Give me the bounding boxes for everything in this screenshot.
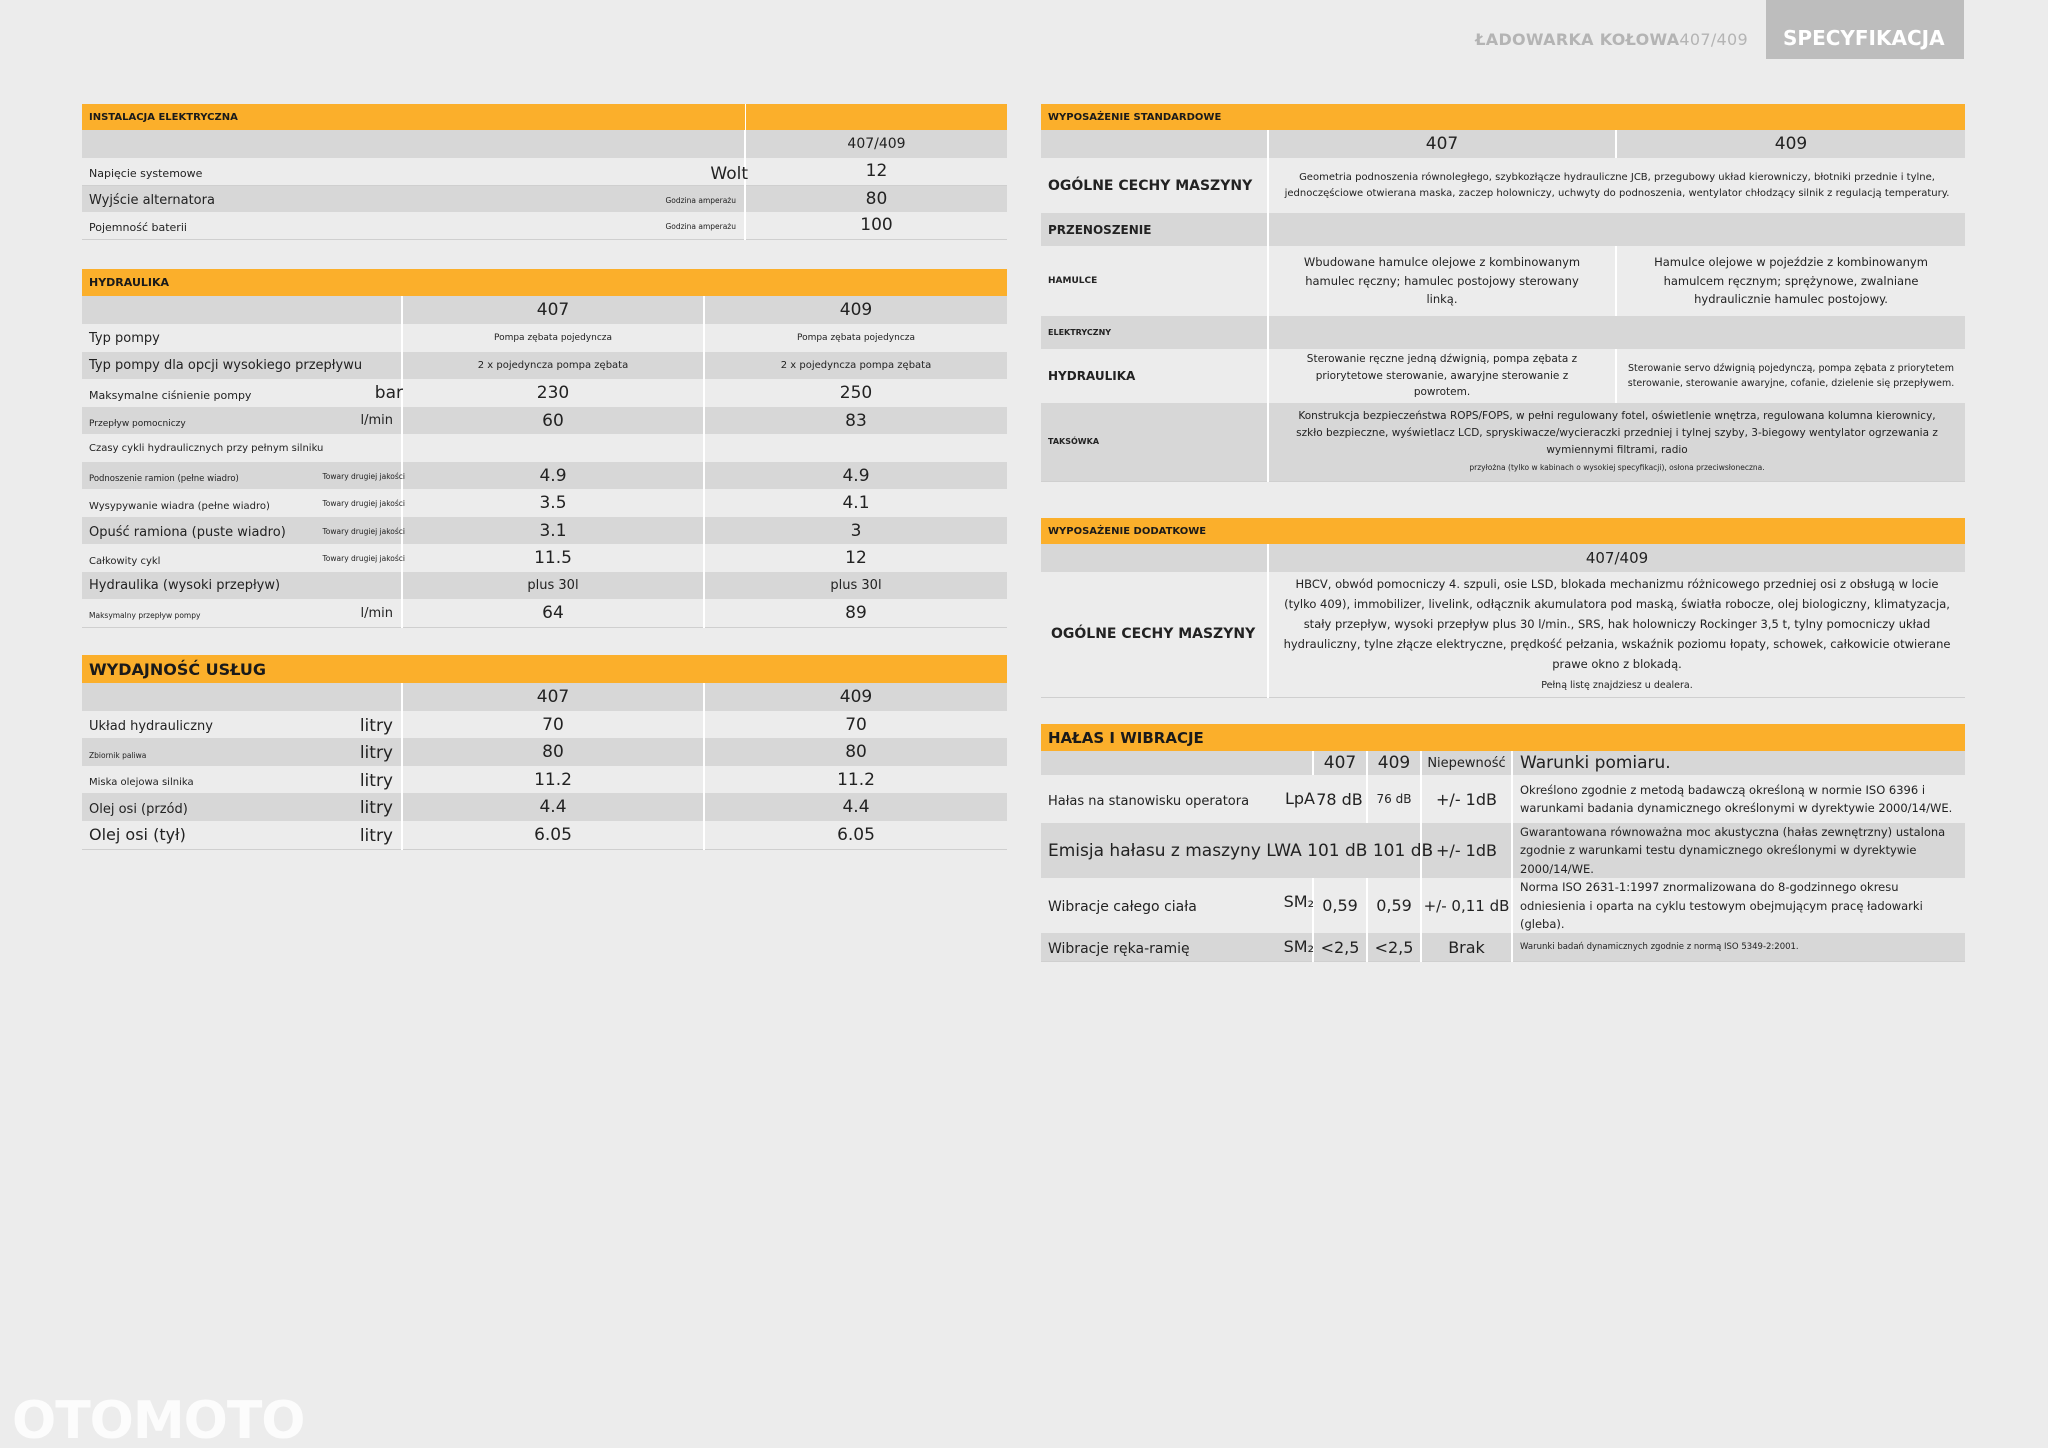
row-value: 12 (745, 158, 1007, 185)
row-value-409: 0,59 (1367, 878, 1421, 933)
table-row (82, 434, 1007, 462)
row-label: Typ pompy dla opcji wysokiego przepływu (82, 352, 402, 379)
col-header-conditions: Warunki pomiaru. (1512, 751, 1965, 775)
row-value-409: 12 (704, 544, 1007, 572)
row-label: HYDRAULIKA (1041, 349, 1268, 403)
table-row (1041, 213, 1965, 246)
row-unit: Towary drugiej jakości (322, 499, 405, 508)
table-row (1041, 349, 1965, 403)
table-row (82, 517, 1007, 544)
row-value-409: 89 (704, 599, 1007, 627)
table-row (1041, 572, 1965, 697)
table-row (82, 462, 1007, 489)
row-value-407: 60 (402, 407, 704, 434)
row-value-409: 101 dB (1372, 840, 1434, 861)
table-row (82, 352, 1007, 379)
row-conditions: Warunki badań dynamicznych zgodnie z normą ISO 5349-2:2001. (1512, 933, 1965, 961)
table-row (82, 185, 1007, 212)
row-value-409: Pompa zębata pojedyncza (704, 324, 1007, 352)
row-label: Hałas na stanowisku operatora (1048, 793, 1250, 809)
row-label: TAKSÓWKA (1041, 403, 1268, 481)
col-header-409: 409 (704, 683, 1007, 711)
row-label: Maksymalny przepływ pompy (89, 611, 201, 621)
row-label: Pojemność baterii (89, 220, 187, 234)
table-row (1041, 775, 1965, 823)
row-value-407: <2,5 (1313, 933, 1367, 961)
row-label: Typ pompy (82, 324, 402, 352)
row-label: OGÓLNE CECHY MASZYNY (1041, 572, 1268, 697)
row-unit: Towary drugiej jakości (322, 472, 405, 481)
row-value-409: 4.9 (704, 462, 1007, 489)
row-value-409: 3 (704, 517, 1007, 544)
row-value: Geometria podnoszenia równoległego, szybkozłącze hydrauliczne JCB, przegubowy układ kierowniczy, błotniki przednie i tylne, jednoczęściowe otwierana maska, zaczep holowniczy, uchwyty do podnoszenia, wentylator chłodzący silnik z regulacją temperatury. (1268, 158, 1965, 213)
row-value-407: 2 x pojedyncza pompa zębata (402, 352, 704, 379)
row-label: Miska olejowa silnika (89, 777, 194, 788)
row-label: Wibracje całego ciała (1048, 899, 1197, 916)
noise-vibration-section (1041, 724, 1965, 962)
col-header-409: 409 (1616, 130, 1965, 158)
row-value-409: 11.2 (704, 766, 1007, 793)
row-value-407: Wbudowane hamulce olejowe z kombinowanym hamulec ręczny; hamulec postojowy sterowany linką. (1268, 246, 1616, 316)
row-unit: litry (359, 826, 393, 846)
table-row (82, 599, 1007, 627)
table-row (82, 793, 1007, 821)
table-row (1041, 158, 1965, 213)
row-value-409: Hamulce olejowe w pojeździe z kombinowanym hamulcem ręcznym; sprężynowe, zwalniane hydraulicznie hamulec postojowy. (1616, 246, 1965, 316)
row-unit: Godzina amperażu (665, 195, 736, 205)
row-value-409: 83 (704, 407, 1007, 434)
row-label: Przepływ pomocniczy (89, 419, 186, 429)
row-value: 100 (745, 212, 1007, 239)
electric-model-header: 407/409 (745, 130, 1007, 158)
table-row (1041, 823, 1965, 878)
row-value-409: 80 (704, 738, 1007, 766)
optional-title: WYPOSAŻENIE DODATKOWE (1041, 518, 1965, 544)
table-row (82, 407, 1007, 434)
row-value-409: 76 dB (1367, 775, 1421, 823)
row-label: Wibracje ręka-ramię (1048, 940, 1190, 957)
row-unit: litry (359, 798, 393, 818)
row-value-409: 2 x pojedyncza pompa zębata (704, 352, 1007, 379)
row-value-409: 4.1 (704, 489, 1007, 517)
standard-equipment-section (1041, 104, 1965, 482)
table-row (82, 572, 1007, 599)
section-tab: SPECYFIKACJA (1766, 0, 1964, 59)
optional-equipment-section (1041, 518, 1965, 698)
col-header-407: 407 (1313, 751, 1367, 775)
optional-text: HBCV, obwód pomocniczy 4. szpuli, osie LSD, blokada mechanizmu różnicowego przedniej osi z obsługą w locie (tylko 409), immobilizer, livelink, odłącznik akumulatora pod maską, światła robocze, olej biologiczny, klimatyzacja, stały przepływ, wysoki przepływ plus 30 l/min., SRS, hak holowniczy Rockinger 3,5 t, tylny pomocniczy układ hydrauliczny, tylne złącze elektryczne, prędkość pełzania, wskaźnik poziomu łopaty, schowek, całkowicie otwierane prawe okno z blokadą. (1283, 576, 1951, 672)
row-label: Wysypywanie wiadra (pełne wiadro) (89, 500, 270, 512)
row-value-407: 70 (402, 711, 704, 738)
table-row (82, 324, 1007, 352)
row-unit: bar (374, 383, 403, 403)
noise-title: HAŁAS I WIBRACJE (1041, 724, 1965, 751)
table-row (82, 212, 1007, 239)
col-header-407: 407 (1268, 130, 1616, 158)
row-value: 80 (745, 185, 1007, 212)
table-row (82, 544, 1007, 572)
row-uncertainty: Brak (1421, 933, 1512, 961)
row-unit: Towary drugiej jakości (322, 527, 405, 536)
col-header-407: 407 (402, 683, 704, 711)
row-value-407: Sterowanie ręczne jedną dźwignią, pompa zębata z priorytetowe sterowanie, awaryjne sterowanie z powrotem. (1268, 349, 1616, 403)
row-unit: Godzina amperażu (665, 222, 736, 231)
cab-text: Konstrukcja bezpieczeństwa ROPS/FOPS, w pełni regulowany fotel, oświetlenie wnętrza, regulowana kolumna kierownicy, szkło bezpieczne, wyświetlacz LCD, spryskiwacze/wycieraczki przedniej i tylnej szyby, 3-biegowy wentylator ogrzewania z wymiennymi filtrami, radio (1296, 410, 1938, 456)
row-label: HAMULCE (1041, 246, 1268, 316)
row-unit: l/min (360, 413, 393, 428)
row-value-409: <2,5 (1367, 933, 1421, 961)
row-uncertainty: +/- 1dB (1421, 775, 1512, 823)
table-row (82, 738, 1007, 766)
optional-model-header: 407/409 (1268, 544, 1965, 572)
row-unit: litry (359, 743, 393, 763)
row-conditions: Norma ISO 2631-1:1997 znormalizowana do 8-godzinnego okresu odniesienia i oparta na cyklu testowym obejmującym pracę ładowarki (gleba). (1512, 878, 1965, 933)
standard-title: WYPOSAŻENIE STANDARDOWE (1041, 104, 1965, 130)
row-value-407: 11.5 (402, 544, 704, 572)
row-unit: litry (359, 771, 393, 791)
electric-title: INSTALACJA ELEKTRYCZNA (82, 104, 745, 130)
row-label: Emisja hałasu z maszyny (1048, 840, 1261, 861)
row-value-407: 11.2 (402, 766, 704, 793)
row-label: ELEKTRYCZNY (1041, 316, 1268, 349)
row-value-407: 4.4 (402, 793, 704, 821)
document-title-main: ŁADOWARKA KOŁOWA (1475, 30, 1680, 49)
capacities-title: WYDAJNOŚĆ USŁUG (82, 655, 1007, 683)
row-value-407: 6.05 (402, 821, 704, 849)
table-row (82, 158, 1007, 185)
table-row (1041, 403, 1965, 481)
row-label: Olej osi (tył) (89, 825, 186, 845)
row-uncertainty: +/- 1dB (1421, 823, 1512, 878)
col-header-407: 407 (402, 296, 704, 324)
row-value-407: plus 30l (402, 572, 704, 599)
row-value-409: 250 (704, 379, 1007, 407)
document-title (1475, 30, 1748, 49)
row-value-407: 101 dB (1307, 840, 1368, 861)
row-label: Podnoszenie ramion (pełne wiadro) (89, 474, 239, 484)
row-value-407: 78 dB (1313, 775, 1367, 823)
row-value-409: 6.05 (704, 821, 1007, 849)
watermark-text: OTOMOTO (12, 1391, 305, 1448)
row-label: Zbiornik paliwa (89, 750, 147, 760)
row-label: Całkowity cykl (89, 555, 161, 567)
row-value-409: 70 (704, 711, 1007, 738)
row-label: Maksymalne ciśnienie pompy (89, 388, 252, 402)
capacities-section (82, 655, 1007, 850)
otomoto-watermark-logo (10, 1391, 340, 1448)
row-value-409: 4.4 (704, 793, 1007, 821)
row-conditions: Określono zgodnie z metodą badawczą określoną w normie ISO 6396 i warunkami badania dynamicznego określonymi w dyrektywie 2000/14/WE. (1512, 775, 1965, 823)
col-header-uncertainty: Niepewność (1421, 751, 1512, 775)
table-row (82, 711, 1007, 738)
row-label: Wyjście alternatora (89, 193, 215, 209)
row-value-407: 230 (402, 379, 704, 407)
table-row (1041, 933, 1965, 961)
row-unit: SM₂ (1283, 937, 1314, 957)
row-value-407: 3.1 (402, 517, 704, 544)
row-label: Hydraulika (wysoki przepływ) (82, 572, 402, 599)
row-unit: LWA (1266, 840, 1302, 861)
row-value-407: 4.9 (402, 462, 704, 489)
row-value-409: Sterowanie servo dźwignią pojedynczą, pompa zębata z priorytetem sterowanie, sterowanie awaryjne, cofanie, dzielenie się przepływem. (1616, 349, 1965, 403)
document-title-models: 407/409 (1679, 30, 1748, 49)
row-unit: SM₂ (1283, 892, 1314, 912)
row-label: Układ hydrauliczny (89, 719, 213, 734)
row-label: Czasy cykli hydraulicznych przy pełnym silniku (82, 434, 402, 462)
row-label: Olej osi (przód) (89, 801, 188, 817)
table-row (82, 489, 1007, 517)
hydraulics-title: HYDRAULIKA (82, 269, 1007, 296)
row-value-409: plus 30l (704, 572, 1007, 599)
row-unit: LpA (1284, 789, 1315, 808)
table-row (1041, 878, 1965, 933)
row-conditions: Gwarantowana równoważna moc akustyczna (hałas zewnętrzny) ustalona zgodnie z warunkami testu dynamicznego określonymi w dyrektywie 2000/14/WE. (1512, 823, 1965, 878)
optional-note: Pełną listę znajdziesz u dealera. (1541, 680, 1693, 692)
row-value-407: 3.5 (402, 489, 704, 517)
table-row (1041, 246, 1965, 316)
electric-section (82, 104, 1007, 240)
row-value-407: Pompa zębata pojedyncza (402, 324, 704, 352)
table-row (82, 766, 1007, 793)
table-row (82, 821, 1007, 849)
row-unit: Towary drugiej jakości (322, 554, 405, 563)
row-unit: litry (359, 716, 393, 736)
row-unit: Wolt (710, 164, 748, 184)
row-unit: l/min (360, 606, 393, 621)
row-label: Napięcie systemowe (89, 166, 203, 180)
row-label: Opuść ramiona (puste wiadro) (89, 525, 286, 540)
row-value-407: 64 (402, 599, 704, 627)
table-row (1041, 316, 1965, 349)
cab-note: przyłożna (tylko w kabinach o wysokiej specyfikacji), osłona przeciwsłoneczna. (1469, 462, 1765, 472)
row-uncertainty: +/- 0,11 dB (1421, 878, 1512, 933)
col-header-409: 409 (704, 296, 1007, 324)
col-header-409: 409 (1367, 751, 1421, 775)
row-value-407: 0,59 (1313, 878, 1367, 933)
row-label: PRZENOSZENIE (1041, 213, 1268, 246)
hydraulics-section (82, 269, 1007, 628)
row-label: OGÓLNE CECHY MASZYNY (1041, 158, 1268, 213)
row-value-407: 80 (402, 738, 704, 766)
table-row (82, 379, 1007, 407)
